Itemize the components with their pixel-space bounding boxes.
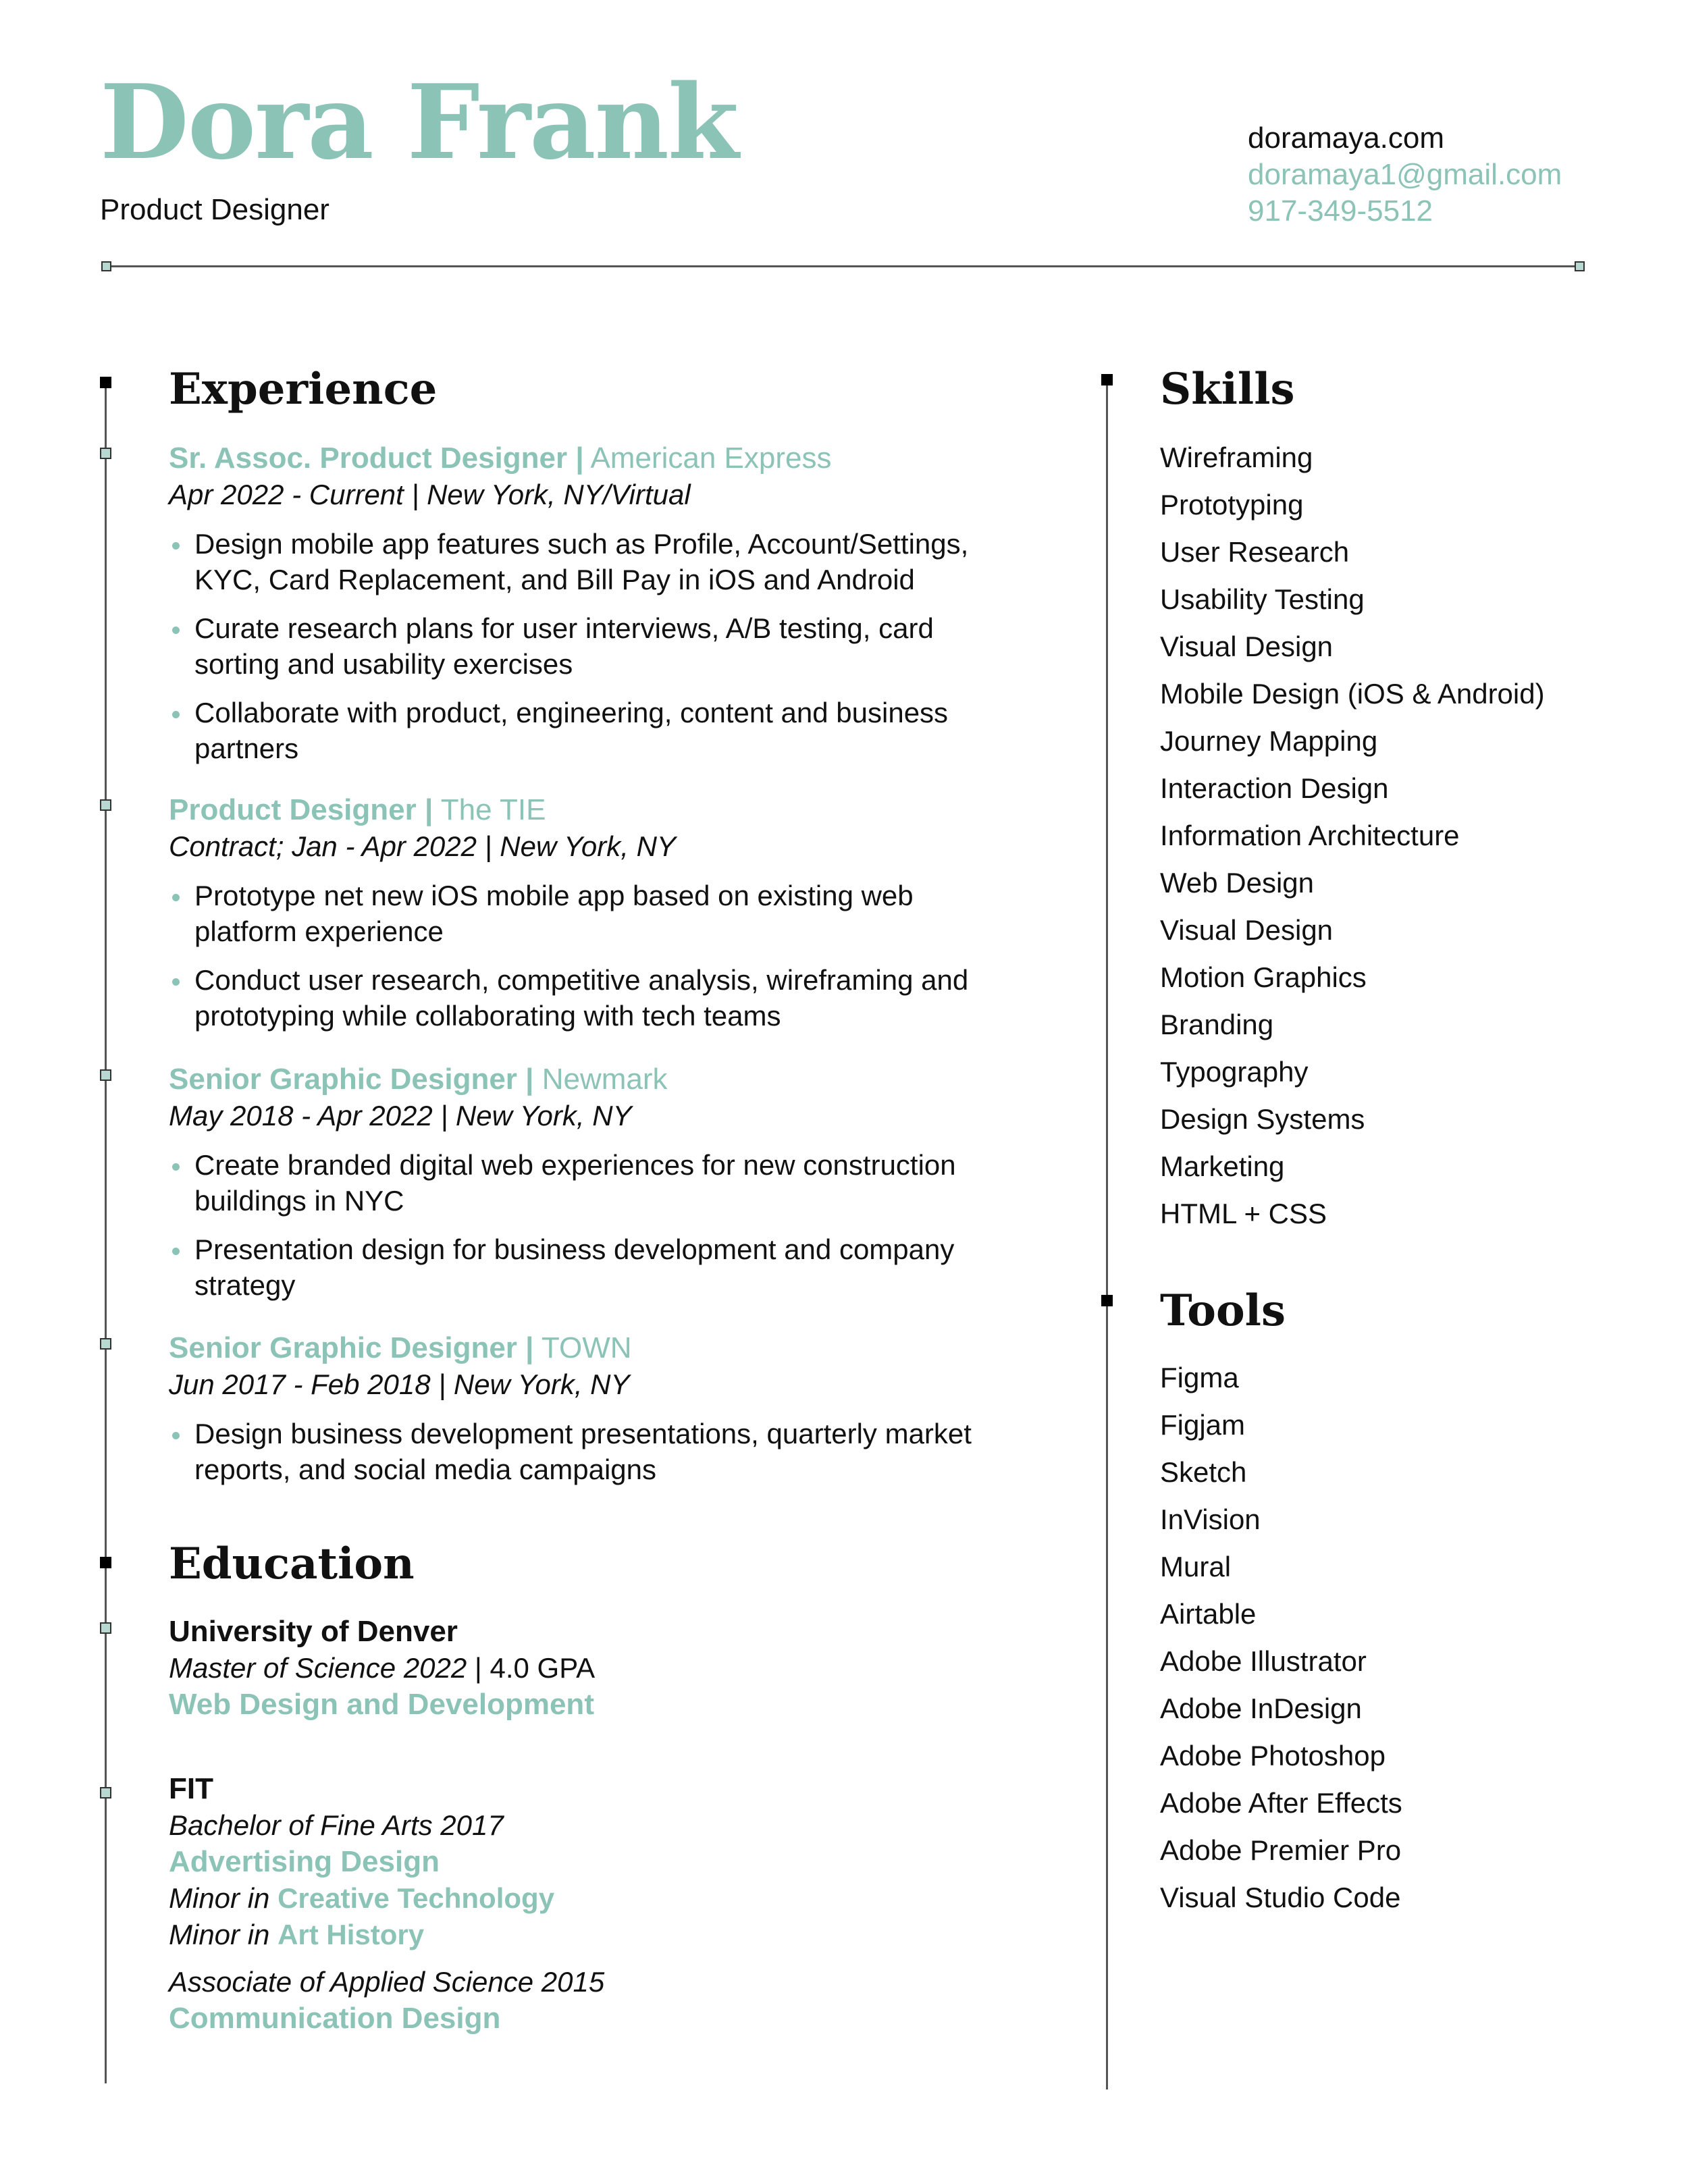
field-of-study: Advertising Design xyxy=(169,1845,440,1878)
education-heading: Education xyxy=(169,1539,415,1589)
minor-prefix: Minor in xyxy=(169,1919,278,1950)
email-link[interactable]: doramaya1@gmail.com xyxy=(1248,158,1562,191)
skill-item: Visual Design xyxy=(1160,914,1334,946)
skill-item: User Research xyxy=(1160,536,1350,568)
job-dates-location: Contract; Jan - Apr 2022 | New York, NY xyxy=(169,830,676,862)
school-name: FIT xyxy=(169,1772,213,1805)
skill-item: Usability Testing xyxy=(1160,583,1365,615)
minor-line xyxy=(169,1917,993,1953)
job-position: Product Designer | xyxy=(169,793,433,826)
job-bullets xyxy=(169,1147,993,1303)
skill-item: Visual Design xyxy=(1160,631,1334,662)
job-entry xyxy=(169,440,993,766)
degree-line xyxy=(169,1650,993,1686)
school-name: University of Denver xyxy=(169,1615,458,1648)
skill-item: Design Systems xyxy=(1160,1103,1365,1135)
tool-item: Mural xyxy=(1160,1551,1232,1582)
website-link[interactable]: doramaya.com xyxy=(1248,122,1445,155)
tool-item: Adobe InDesign xyxy=(1160,1693,1362,1724)
degree: Bachelor of Fine Arts 2017 xyxy=(169,1809,504,1841)
timeline-marker-experience xyxy=(100,377,111,388)
skill-item: Branding xyxy=(1160,1009,1274,1040)
timeline-marker-job xyxy=(100,799,111,811)
minor-prefix: Minor in xyxy=(169,1882,278,1914)
job-bullet: Curate research plans for user interviews, A/B testing, card sorting and usability exercises xyxy=(169,610,993,682)
skill-item: Interaction Design xyxy=(1160,772,1389,804)
tool-item: Visual Studio Code xyxy=(1160,1882,1401,1913)
job-position: Senior Graphic Designer | xyxy=(169,1063,534,1096)
tool-item: Sketch xyxy=(1160,1456,1247,1488)
job-position: Senior Graphic Designer | xyxy=(169,1331,534,1364)
job-entry xyxy=(169,1061,993,1303)
job-bullet: Design business development presentations, quarterly market reports, and social media campaigns xyxy=(169,1416,993,1487)
skill-item: Journey Mapping xyxy=(1160,725,1378,757)
job-title xyxy=(169,792,993,828)
job-company: Newmark xyxy=(542,1063,668,1096)
job-role: Product Designer xyxy=(100,193,329,226)
tool-item: Figjam xyxy=(1160,1409,1246,1441)
tool-item: Airtable xyxy=(1160,1598,1257,1630)
job-company: TOWN xyxy=(541,1331,632,1364)
job-bullet: Presentation design for business development and company strategy xyxy=(169,1231,993,1303)
job-bullet: Prototype net new iOS mobile app based on existing web platform experience xyxy=(169,878,993,949)
timeline-marker-job xyxy=(100,448,111,459)
job-bullets xyxy=(169,878,993,1034)
timeline-marker-job xyxy=(100,1338,111,1350)
degree: Master of Science 2022 xyxy=(169,1652,467,1684)
tool-item: Adobe Premier Pro xyxy=(1160,1834,1402,1866)
timeline-marker-education xyxy=(100,1557,111,1568)
job-entry xyxy=(169,1330,993,1487)
field-of-study: Web Design and Development xyxy=(169,1688,594,1721)
job-position: Sr. Assoc. Product Designer | xyxy=(169,442,584,475)
job-bullet: Conduct user research, competitive analysis, wireframing and prototyping while collaborating with tech teams xyxy=(169,962,993,1034)
job-title xyxy=(169,1061,993,1098)
skill-item: HTML + CSS xyxy=(1160,1198,1327,1229)
job-dates-location: May 2018 - Apr 2022 | New York, NY xyxy=(169,1100,632,1131)
field-of-study: Communication Design xyxy=(169,2002,501,2035)
minor-line xyxy=(169,1880,993,1917)
job-entry xyxy=(169,792,993,1034)
job-title xyxy=(169,1330,993,1366)
job-bullet: Design mobile app features such as Profile, Account/Settings, KYC, Card Replacement, and Bill Pay in iOS and Android xyxy=(169,526,993,597)
job-title xyxy=(169,440,993,477)
job-dates-location: Jun 2017 - Feb 2018 | New York, NY xyxy=(169,1368,630,1400)
phone-number: 917-349-5512 xyxy=(1248,194,1433,228)
timeline-marker-tools xyxy=(1101,1295,1113,1306)
tool-item: Adobe Illustrator xyxy=(1160,1645,1367,1677)
contact-block xyxy=(1248,120,1562,230)
experience-heading: Experience xyxy=(169,364,438,415)
skill-item: Wireframing xyxy=(1160,442,1313,473)
skill-item: Marketing xyxy=(1160,1150,1285,1182)
skills-list xyxy=(1160,434,1633,1237)
job-bullets xyxy=(169,1416,993,1487)
timeline-marker-job xyxy=(100,1069,111,1081)
tool-item: Figma xyxy=(1160,1362,1239,1393)
left-timeline-line xyxy=(105,382,107,2083)
minor-field: Creative Technology xyxy=(278,1882,555,1914)
skill-item: Mobile Design (iOS & Android) xyxy=(1160,678,1545,710)
tool-item: Adobe Photoshop xyxy=(1160,1740,1386,1772)
skill-item: Typography xyxy=(1160,1056,1309,1088)
minor-field: Art History xyxy=(278,1919,425,1950)
skills-heading: Skills xyxy=(1160,364,1295,415)
right-timeline-line xyxy=(1106,378,1108,2089)
tool-item: InVision xyxy=(1160,1503,1261,1535)
tools-list xyxy=(1160,1354,1633,1921)
education-entry-denver xyxy=(169,1614,993,1723)
job-company: American Express xyxy=(590,442,832,475)
job-dates-location: Apr 2022 - Current | New York, NY/Virtual xyxy=(169,479,691,510)
job-bullet: Create branded digital web experiences for new construction buildings in NYC xyxy=(169,1147,993,1219)
job-bullets xyxy=(169,526,993,766)
skill-item: Information Architecture xyxy=(1160,820,1460,851)
degree: Associate of Applied Science 2015 xyxy=(169,1966,605,1998)
header-divider xyxy=(107,265,1575,267)
education-entry-fit xyxy=(169,1771,993,2037)
divider-end-right xyxy=(1575,261,1585,271)
resume-name: Dora Frank xyxy=(100,61,738,182)
job-bullet: Collaborate with product, engineering, content and business partners xyxy=(169,695,993,766)
skill-item: Motion Graphics xyxy=(1160,961,1367,993)
divider-end-left xyxy=(101,261,111,271)
timeline-marker-skills xyxy=(1101,374,1113,385)
gpa: | 4.0 GPA xyxy=(467,1652,596,1684)
skill-item: Prototyping xyxy=(1160,489,1304,521)
tools-heading: Tools xyxy=(1160,1285,1286,1336)
tool-item: Adobe After Effects xyxy=(1160,1787,1402,1819)
timeline-marker-school xyxy=(100,1787,111,1799)
skill-item: Web Design xyxy=(1160,867,1315,899)
job-company: The TIE xyxy=(440,793,546,826)
timeline-marker-school xyxy=(100,1622,111,1634)
